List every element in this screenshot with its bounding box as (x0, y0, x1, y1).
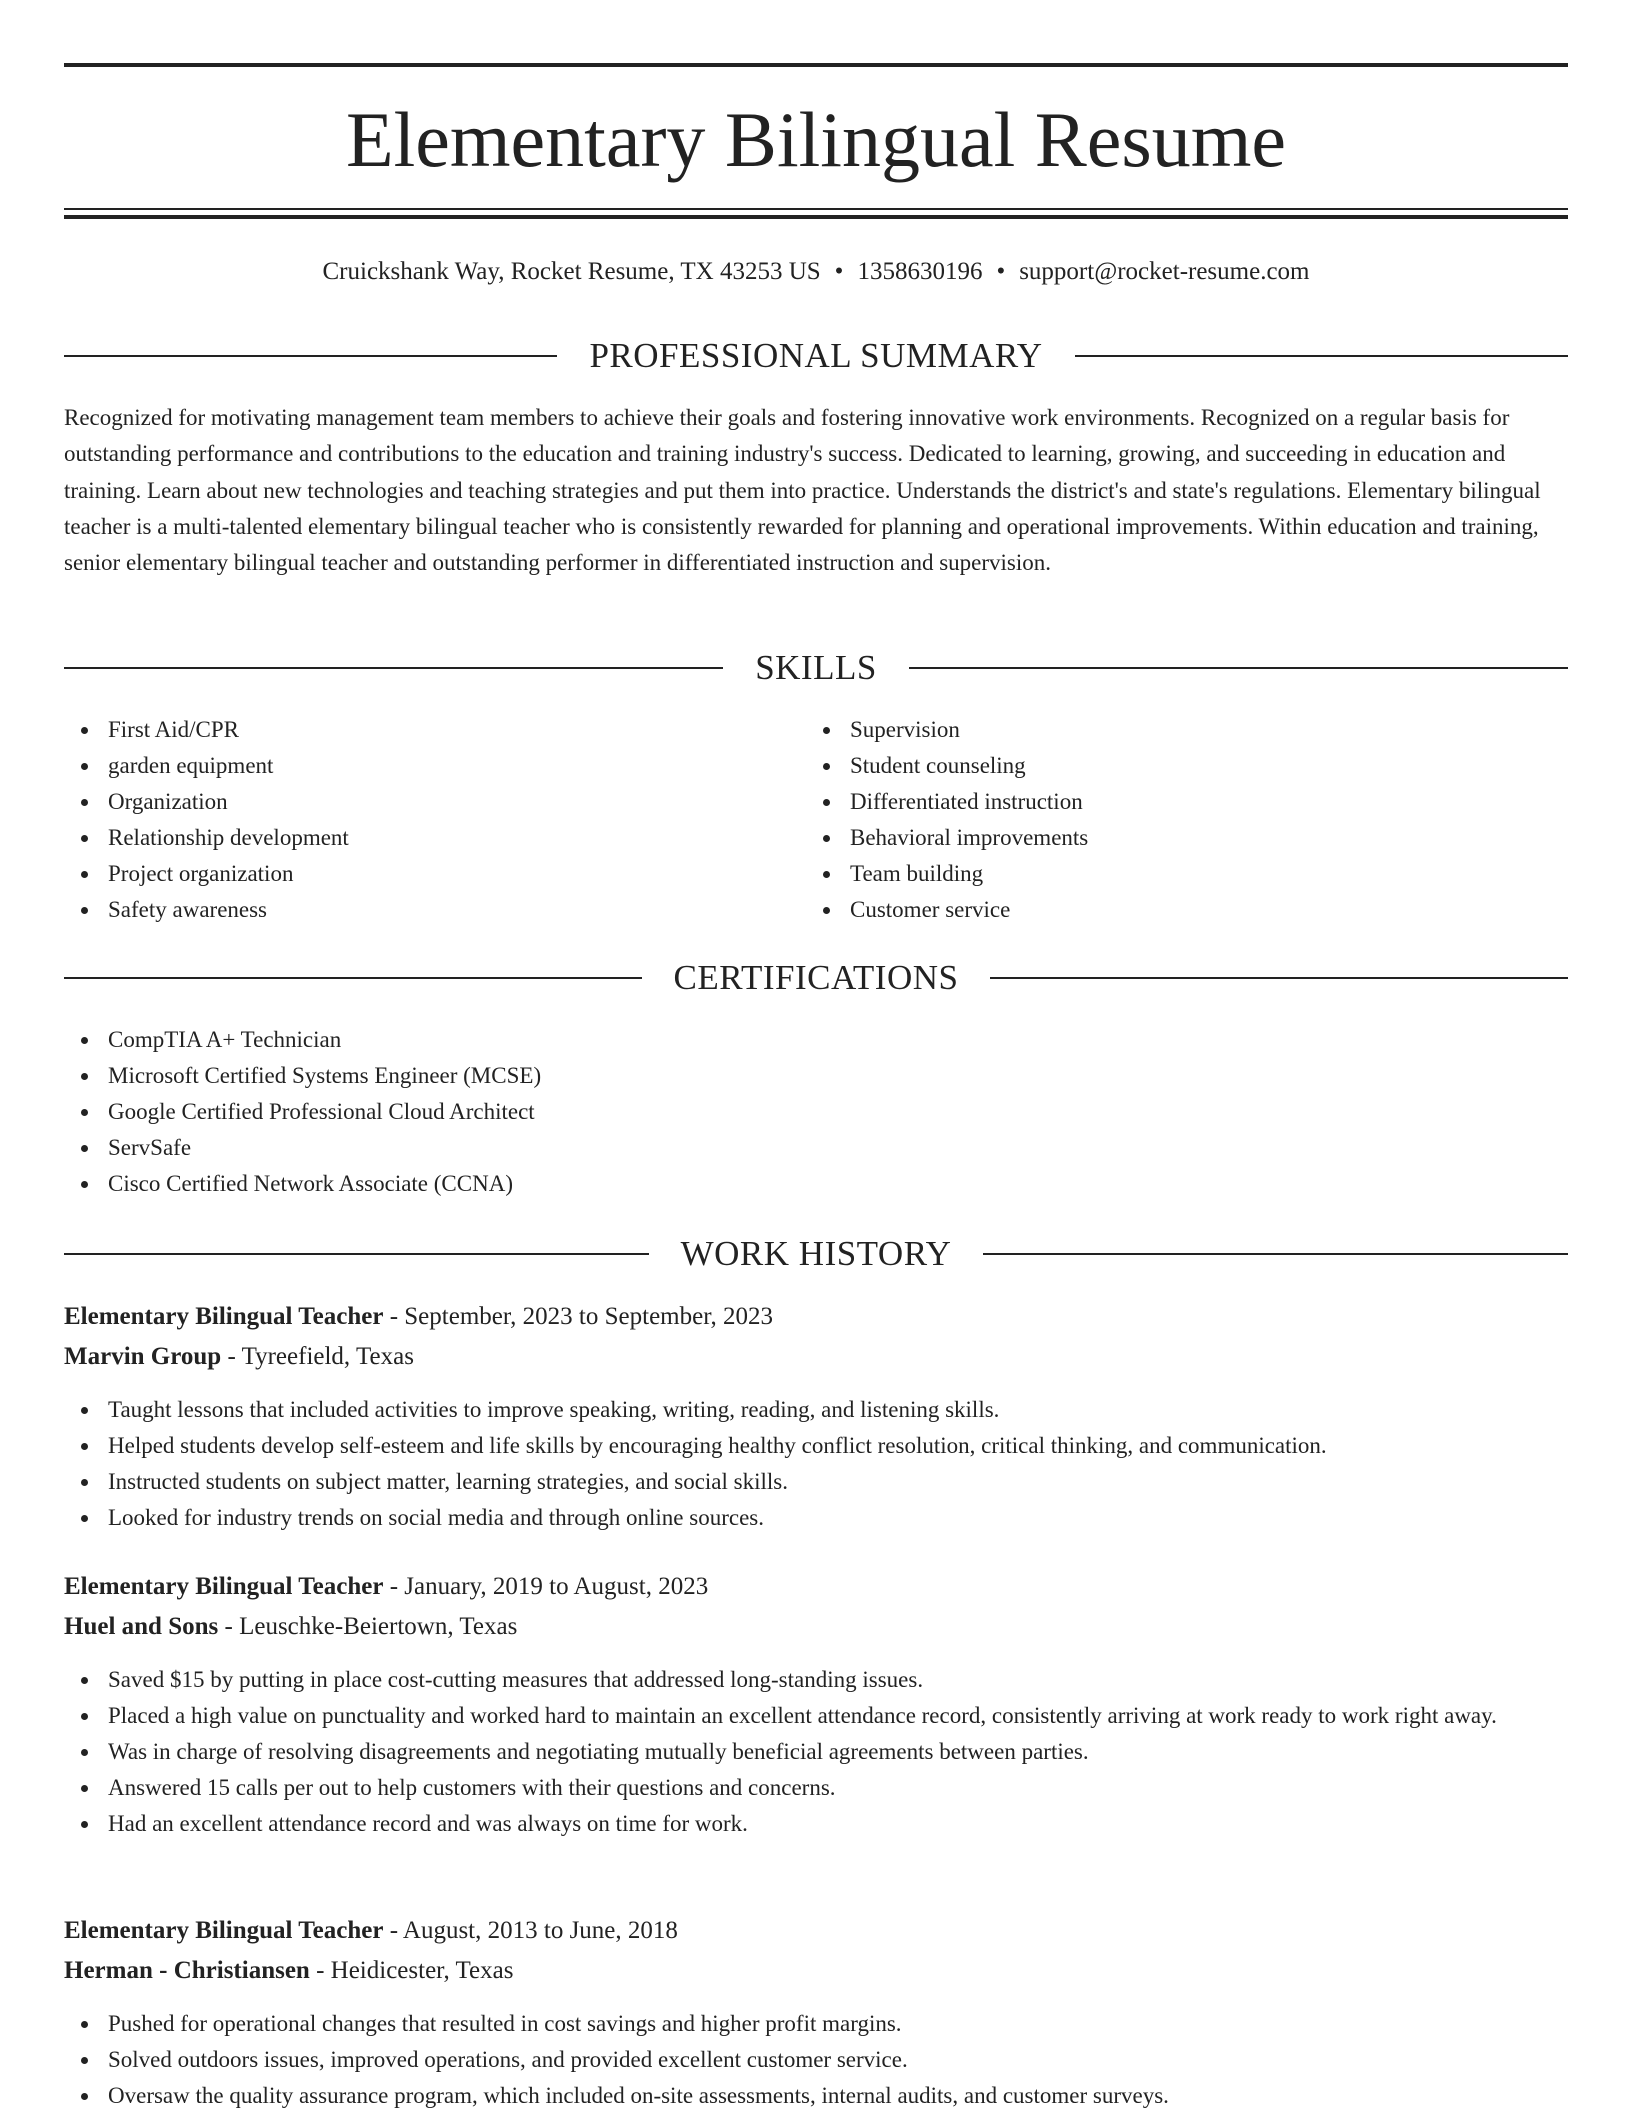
skill-item: Team building (806, 856, 1548, 892)
contact-phone: 1358630196 (857, 258, 983, 285)
certification-item: Google Certified Professional Cloud Architect (64, 1094, 1568, 1130)
certifications-section-header (64, 956, 1568, 1000)
job-dates: - August, 2013 to June, 2018 (383, 1917, 678, 1944)
certification-item: ServSafe (64, 1130, 1568, 1166)
job-bullet: Placed a high value on punctuality and worked hard to maintain an excellent attendance record, consistently arriving at work ready to work right away. (64, 1698, 1568, 1734)
divider-line (983, 1253, 1568, 1255)
skill-item: Customer service (806, 892, 1548, 928)
contact-email: support@rocket-resume.com (1019, 258, 1310, 285)
summary-heading: PROFESSIONAL SUMMARY (589, 336, 1043, 375)
job-company-line (64, 1338, 414, 1376)
skill-item: Student counseling (806, 748, 1548, 784)
contact-address: Cruickshank Way, Rocket Resume, TX 43253 US (322, 258, 821, 285)
work-history-heading: WORK HISTORY (680, 1234, 952, 1273)
job-location: - Heidicester, Texas (309, 1957, 514, 1984)
header-rule-lower (64, 215, 1568, 219)
summary-section-header (64, 334, 1568, 378)
job-bullets (64, 1392, 1568, 1536)
skill-item: First Aid/CPR (64, 712, 806, 748)
skill-item: Project organization (64, 856, 806, 892)
job-title: Elementary Bilingual Teacher (64, 1573, 384, 1600)
skills-heading: SKILLS (755, 648, 877, 687)
skills-list-left (64, 712, 806, 928)
divider-line (64, 355, 557, 357)
certification-item: Cisco Certified Network Associate (CCNA) (64, 1166, 1568, 1202)
job-dates: - September, 2023 to September, 2023 (383, 1303, 774, 1330)
contact-separator: • (996, 258, 1006, 285)
skills-list-right (806, 712, 1548, 928)
certification-item: Microsoft Certified Systems Engineer (MCSE) (64, 1058, 1568, 1094)
header-rule-upper (64, 208, 1568, 210)
certifications-heading: CERTIFICATIONS (673, 958, 959, 997)
skill-item: Differentiated instruction (806, 784, 1548, 820)
job-title: Elementary Bilingual Teacher (64, 1303, 384, 1330)
divider-line (1075, 355, 1568, 357)
divider-line (64, 667, 723, 669)
job-bullet: Had an excellent attendance record and was always on time for work. (64, 1806, 1568, 1842)
job-bullet: Taught lessons that included activities to improve speaking, writing, reading, and listening skills. (64, 1392, 1568, 1428)
job-bullet: Helped students develop self-esteem and life skills by encouraging healthy conflict resolution, critical thinking, and communication. (64, 1428, 1568, 1464)
certification-item: CompTIA A+ Technician (64, 1022, 1568, 1058)
skill-item: Supervision (806, 712, 1548, 748)
job-bullets (64, 2006, 1568, 2114)
job-bullet: Pushed for operational changes that resulted in cost savings and higher profit margins. (64, 2006, 1568, 2042)
job-bullet: Was in charge of resolving disagreements and negotiating mutually beneficial agreements between parties. (64, 1734, 1568, 1770)
skill-item: Relationship development (64, 820, 806, 856)
skill-item: Organization (64, 784, 806, 820)
job-company-line (64, 1952, 513, 1990)
job-location: - Leuschke-Beiertown, Texas (218, 1613, 518, 1640)
skills-section-header (64, 646, 1568, 690)
job-bullet: Instructed students on subject matter, learning strategies, and social skills. (64, 1464, 1568, 1500)
job-location: - Tyreefield, Texas (221, 1343, 414, 1370)
job-dates: - January, 2019 to August, 2023 (383, 1573, 709, 1600)
job-bullet: Saved $15 by putting in place cost-cutting measures that addressed long-standing issues. (64, 1662, 1568, 1698)
job-title-line (64, 1912, 678, 1950)
resume-title: Elementary Bilingual Resume (345, 96, 1287, 183)
job-title: Elementary Bilingual Teacher (64, 1917, 384, 1944)
skill-item: garden equipment (64, 748, 806, 784)
job-bullet: Answered 15 calls per out to help customers with their questions and concerns. (64, 1770, 1568, 1806)
divider-line (909, 667, 1568, 669)
contact-line (64, 254, 1568, 290)
job-company: Herman - Christiansen (64, 1957, 310, 1984)
divider-line (990, 977, 1568, 979)
job-bullet: Oversaw the quality assurance program, which included on-site assessments, internal audits, and customer surveys. (64, 2078, 1568, 2114)
divider-line (64, 1253, 649, 1255)
job-bullet: Looked for industry trends on social media and through online sources. (64, 1500, 1568, 1536)
work-history-section-header (64, 1232, 1568, 1276)
job-company-line (64, 1608, 517, 1646)
header-top-rule (64, 63, 1568, 67)
contact-separator: • (834, 258, 844, 285)
job-company: Marvin Group (64, 1343, 222, 1370)
job-title-line (64, 1298, 773, 1336)
job-title-line (64, 1568, 708, 1606)
skill-item: Safety awareness (64, 892, 806, 928)
skill-item: Behavioral improvements (806, 820, 1548, 856)
summary-text: Recognized for motivating management team members to achieve their goals and fostering innovative work environments. Recognized on a regular basis for outstanding performance and contributions to the education and training industry's success. Dedicated to learning, growing, and succeeding in education and training. Learn about new technologies and teaching strategies and put them into practice. Understands the district's and state's regulations. Elementary bilingual teacher is a multi-talented elementary bilingual teacher who is consistently rewarded for planning and operational improvements. Within education and training, senior elementary bilingual teacher and outstanding performer in differentiated instruction and supervision. (64, 405, 1541, 576)
divider-line (64, 977, 642, 979)
job-bullet: Solved outdoors issues, improved operations, and provided excellent customer service. (64, 2042, 1568, 2078)
job-bullets (64, 1662, 1568, 1842)
job-company: Huel and Sons (64, 1613, 219, 1640)
certifications-list (64, 1022, 1568, 1202)
